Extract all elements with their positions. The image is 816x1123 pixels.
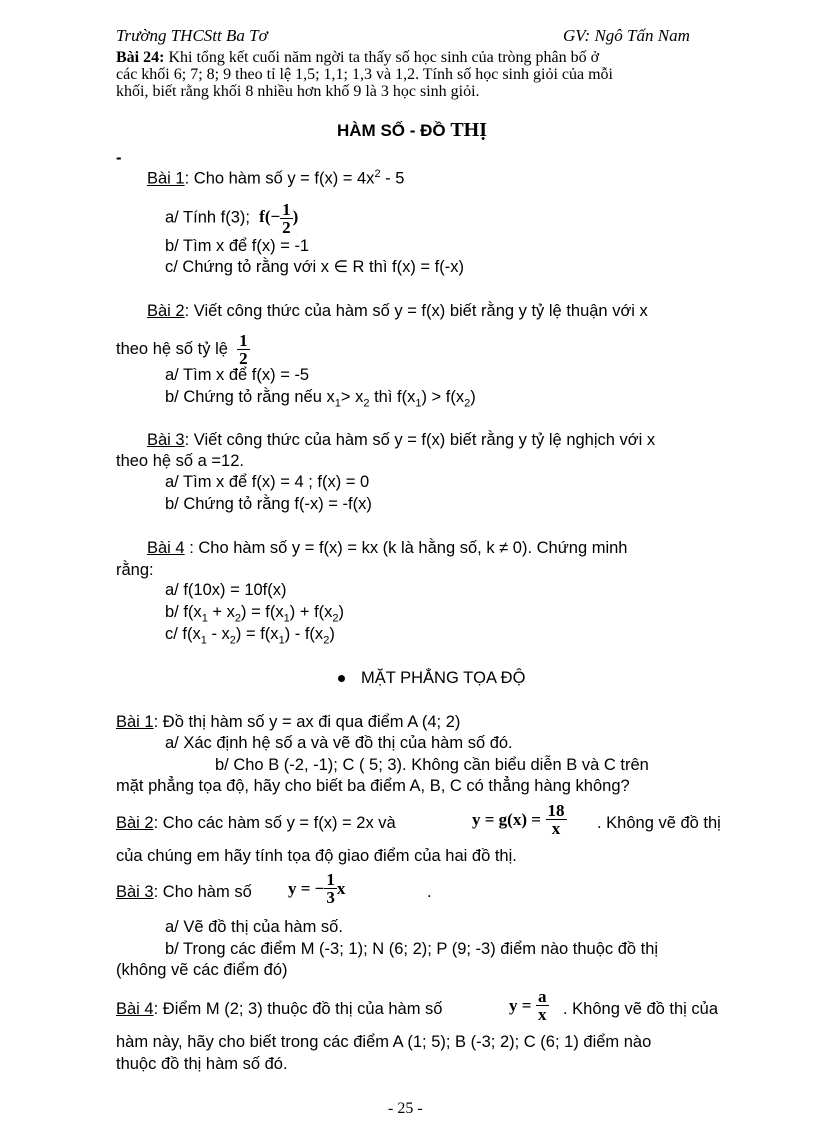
s1-bai4-label: Bài 4 [147,539,185,557]
s1-bai3-label: Bài 3 [147,431,185,449]
bai24-line1: Bài 24: Khi tổng kết cuối năm ngời ta thấy số học sinh của tròng phân bố ở [116,49,600,66]
formula-a-over-x: y = $\frac{a}{x}$ [509,987,547,1024]
s1-bai1-statement: Bài 1: Cho hàm số $y = f(x) = 4x^2 - 5$ [147,168,405,188]
s2-bai4-label: Bài 4 [116,1000,154,1018]
s2-bai2-label: Bài 2 [116,814,154,832]
s2-bai3-b1: b/ Trong các điểm M (-3; 1); N (6; 2); P (9; -3) điểm nào thuộc đồ thị [165,940,659,958]
s1-bai3-a: a/ Tìm x để f(x) = 4 ; f(x) = 0 [165,473,370,491]
s1-bai3-b: b/ Chứng tỏ rằng f(-x) = -f(x) [165,495,372,513]
s1-bai4-a: a/ f(10x) = 10f(x) [165,581,287,599]
s2-bai4-line2: hàm này, hãy cho biết trong các điểm A (1; 5); B (-3; 2); C (6; 1) điểm nào [116,1033,652,1051]
s2-bai1-b1: b/ Cho B (-2, -1); C ( 5; 3). Không cần biểu diễn B và C trên [215,756,649,774]
s1-bai2-line2: theo hệ số tỷ lệ $\frac{1}{2}$ [116,331,248,368]
s2-bai1-statement: Bài 1: Đồ thị hàm số y = ax đi qua điểm A (4; 2) [116,713,461,731]
s2-bai4-line3: thuộc đồ thị hàm số đó. [116,1055,288,1073]
s1-bai4-line2: rằng: [116,561,154,579]
s2-bai2-line1: Bài 2: Cho các hàm số y = f(x) = 2x và [116,814,396,832]
s1-bai2-line1: Bài 2: Viết công thức của hàm số y = f(x) biết rằng y tỷ lệ thuận với x [147,302,648,320]
header-teacher: GV: Ngô Tấn Nam [563,26,690,45]
s2-bai1-label: Bài 1 [116,713,154,731]
formula-g-of-x: y = g(x) = $\frac{18}{x}$ [472,801,565,838]
s2-bai3-b2: (không vẽ các điểm đó) [116,961,288,979]
bai24-label: Bài 24: [116,49,165,66]
s1-bai1-label: Bài 1 [147,169,185,188]
s1-bai2-a: a/ Tìm x để f(x) = -5 [165,366,310,384]
s2-bai3-line1: Bài 3: Cho hàm số [116,883,252,901]
s1-bai4-c: c/ $f(x_1 - x_2) = f(x_1) - f(x_2)$ [165,625,335,647]
section-title-mat-phang: MẶT PHẲNG TỌA ĐỘ [338,668,525,688]
s1-bai1-c: c/ Chứng tỏ rằng với x ∈ R thì f(x) = f(-x) [165,258,464,276]
s1-bai1-a: a/ Tính f(3); f(− $\frac{1}{2}$ ) [165,200,299,237]
section-title-ham-so: HÀM SỐ - ĐỒ THỊ [337,119,488,141]
s1-bai2-b: b/ Chứng tỏ rằng nếu $x_1> x_2$ thì $f(x_1) > f(x_2)$ [165,388,476,410]
s2-bai2-tail: . Không vẽ đồ thị [597,814,721,832]
stray-dash: - [116,149,122,167]
s1-bai4-b: b/ $f(x_1 + x_2) = f(x_1) + f(x_2)$ [165,603,345,625]
s1-bai3-line1: Bài 3: Viết công thức của hàm số y = f(x) biết rằng y tỷ lệ nghịch với x [147,431,656,449]
bai24-line2: các khối 6; 7; 8; 9 theo tỉ lệ 1,5; 1,1; 1,3 và 1,2. Tính số học sinh giỏi của mỗi [116,66,613,83]
s2-bai1-b2: mặt phẳng tọa độ, hãy cho biết ba điểm A, B, C có thẳng hàng không? [116,777,630,795]
s2-bai1-a: a/ Xác định hệ số a và vẽ đồ thị của hàm số đó. [165,734,513,752]
fraction-one-half: $\frac{1}{2}$ [239,331,248,368]
bai24-line3: khối, biết rằng khối 8 nhiều hơn khố 9 là 3 học sinh giỏi. [116,83,480,100]
s2-bai3-a: a/ Vẽ đồ thị của hàm số. [165,918,343,936]
s2-bai4-line1: Bài 4: Điểm M (2; 3) thuộc đồ thị của hàm số [116,1000,443,1018]
s2-bai3-dot: . [427,883,432,901]
s1-bai4-line1: Bài 4 : Cho hàm số y = f(x) = kx (k là hằng số, k ≠ 0). Chứng minh [147,539,628,557]
formula-minus-third-x: y = − $\frac{1}{3}$ x [288,870,346,907]
formula-f-minus-half: f(− $\frac{1}{2}$ ) [259,200,299,237]
s2-bai2-line2: của chúng em hãy tính tọa độ giao điểm của hai đồ thị. [116,847,517,865]
header-school: Trường THCStt Ba Tơ [116,26,268,45]
page-number: - 25 - [388,1100,423,1117]
bullet-icon [338,675,345,682]
s2-bai3-label: Bài 3 [116,883,154,901]
s1-bai3-line2: theo hệ số a =12. [116,452,244,470]
s2-bai4-tail: . Không vẽ đồ thị của [563,1000,719,1018]
s1-bai2-label: Bài 2 [147,302,185,320]
s1-bai1-b: b/ Tìm x để f(x) = -1 [165,237,310,255]
